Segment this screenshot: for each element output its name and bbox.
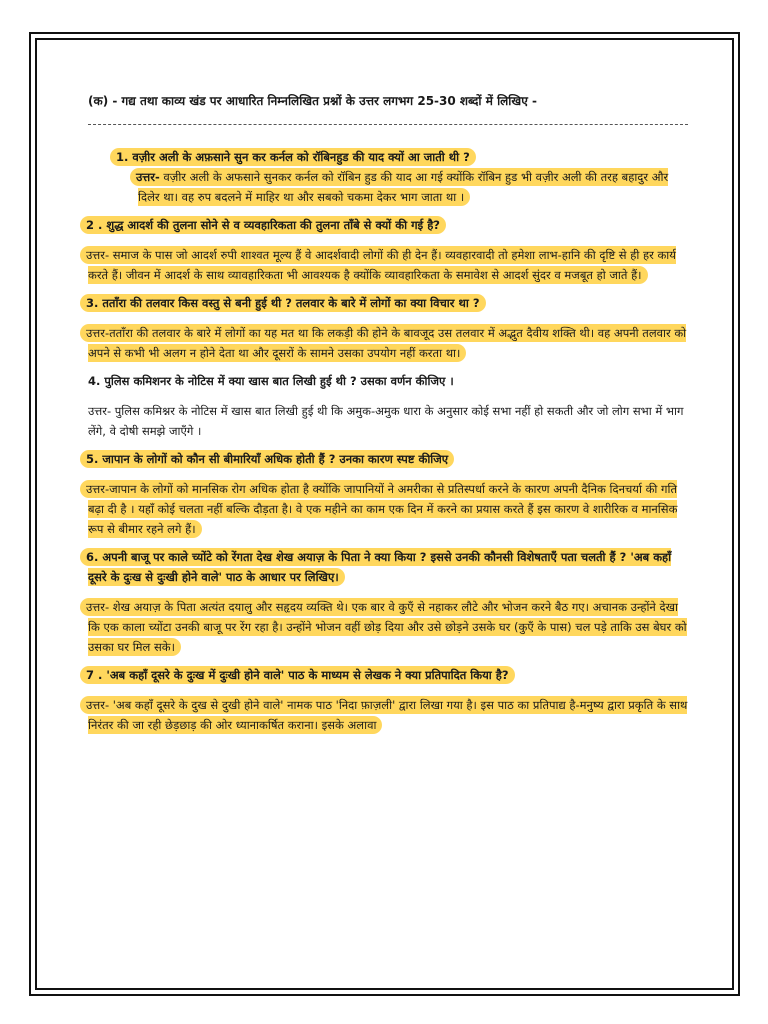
question-4: 4. पुलिस कमिशनर के नोटिस में क्या खास बात लिखी हुई थी ? उसका वर्णन कीजिए । <box>88 374 454 388</box>
question-7: 7 . 'अब कहाँ दूसरे के दुःख में दुःखी होने वाले' पाठ के माध्यम से लेखक ने क्या प्रतिपादित किया है? <box>88 665 688 685</box>
qa-item-4 <box>88 371 688 441</box>
question-5: 5. जापान के लोगों को कौन सी बीमारियाँ अधिक होती हैं ? उनका कारण स्पष्ट कीजिए <box>88 449 688 469</box>
answer-7: उत्तर- 'अब कहाँ दूसरे के दुख से दुखी होने वाले' नामक पाठ 'निदा फ़ाज़ली' द्वारा लिखा गया है। इस पाठ का प्रतिपाद्य है-मनुष्य द्वारा प्रकृति के साथ निरंतर की जा रही छेड़छाड़ की ओर ध्यानाकर्षित कराना। इसके अलावा <box>88 695 688 735</box>
qa-item-1 <box>88 147 688 207</box>
answer-3: उत्तर-तताँरा की तलवार के बारे में लोगों का यह मत था कि लकड़ी की होने के बावजूद उस तलवार में अद्भुत दैवीय शक्ति थी। वह अपनी तलवार को अपने से कभी भी अलग न होने देता था और दूसरों के सामने उसका उपयोग नहीं करता था। <box>88 323 688 363</box>
answer-2: उत्तर- समाज के पास जो आदर्श रुपी शाश्वत मूल्य हैं वे आदर्शवादी लोगों की ही देन हैं। व्यवहारवादी तो हमेशा लाभ-हानि की दृष्टि से ही हर कार्य करते हैं। जीवन में आदर्श के साथ व्यावहारिकता भी आवश्यक है क्योंकि व्यावहारिकता के समावेश से आदर्श सुंदर व मजबूत हो जाते हैं। <box>88 245 688 285</box>
qa-item-3 <box>88 293 688 363</box>
question-2: 2 . शुद्ध आदर्श की तुलना सोने से व व्यवहारिकता की तुलना ताँबे से क्यों की गई है? <box>88 215 688 235</box>
answer-6: उत्तर- शेख अयाज़ के पिता अत्यंत दयालु और सहृदय व्यक्ति थे। एक बार वे कुएँ से नहाकर लौटे और भोजन करने बैठ गए। अचानक उन्होंने देखा कि एक काला च्योंटा उनकी बाजू पर रेंग रहा है। उन्होंने भोजन वहीं छोड़ दिया और उसे छोड़ने उसके घर (कुएँ के पास) चल पड़े ताकि उस बेघर को उसका घर मिल सके। <box>88 597 688 657</box>
qa-item-2 <box>88 215 688 285</box>
document-body <box>88 92 688 743</box>
answer-5: उत्तर-जापान के लोगों को मानसिक रोग अधिक होता है क्योंकि जापानियों ने अमरीका से प्रतिस्पर्धा करने के कारण अपनी दैनिक दिनचर्या की गति बढ़ा दी है । यहाँ कोई चलता नहीं बल्कि दौड़ता है। वे एक महीने का काम एक दिन में करने का प्रयास करते हैं इस कारण वे शारीरिक व मानसिक रूप से बीमार रहने लगे हैं। <box>88 479 688 539</box>
instruction-heading: (क) - गद्य तथा काव्य खंड पर आधारित निम्नलिखित प्रश्नों के उत्तर लगभग 25-30 शब्दों में लिखिए - <box>88 94 538 108</box>
answer-4: उत्तर- पुलिस कमिश्नर के नोटिस में खास बात लिखी हुई थी कि अमुक-अमुक धारा के अनुसार कोई सभा नहीं हो सकती और जो लोग सभा में भाग लेंगे, वे दोषी समझे जाएँगे । <box>88 404 684 438</box>
qa-item-5 <box>88 449 688 539</box>
dashed-divider <box>88 124 688 125</box>
qa-item-7 <box>88 665 688 735</box>
question-1: 1. वज़ीर अली के अफ़साने सुन कर कर्नल को रॉबिनहुड की याद क्यों आ जाती थी ? <box>118 147 688 167</box>
question-6: 6. अपनी बाजू पर काले च्योंटे को रेंगता देख शेख अयाज़ के पिता ने क्या किया ? इससे उनकी कौनसी विशेषताएँ पता चलती हैं ? 'अब कहाँ दूसरे के दुःख से दुःखी होने वाले' पाठ के आधार पर लिखिए। <box>88 547 688 587</box>
question-3: 3. तताँरा की तलवार किस वस्तु से बनी हुई थी ? तलवार के बारे में लोगों का क्या विचार था ? <box>88 293 688 313</box>
answer-label: उत्तर- <box>136 170 160 184</box>
answer-1: उत्तर- वज़ीर अली के अफसाने सुनकर कर्नल को रॉबिन हुड की याद आ गई क्योंकि रॉबिन हुड भी वज़ीर अली की तरह बहादुर और दिलेर था। वह रुप बदलने में माहिर था और सबको चकमा देकर भाग जाता था । <box>138 167 688 207</box>
qa-item-6 <box>88 547 688 657</box>
